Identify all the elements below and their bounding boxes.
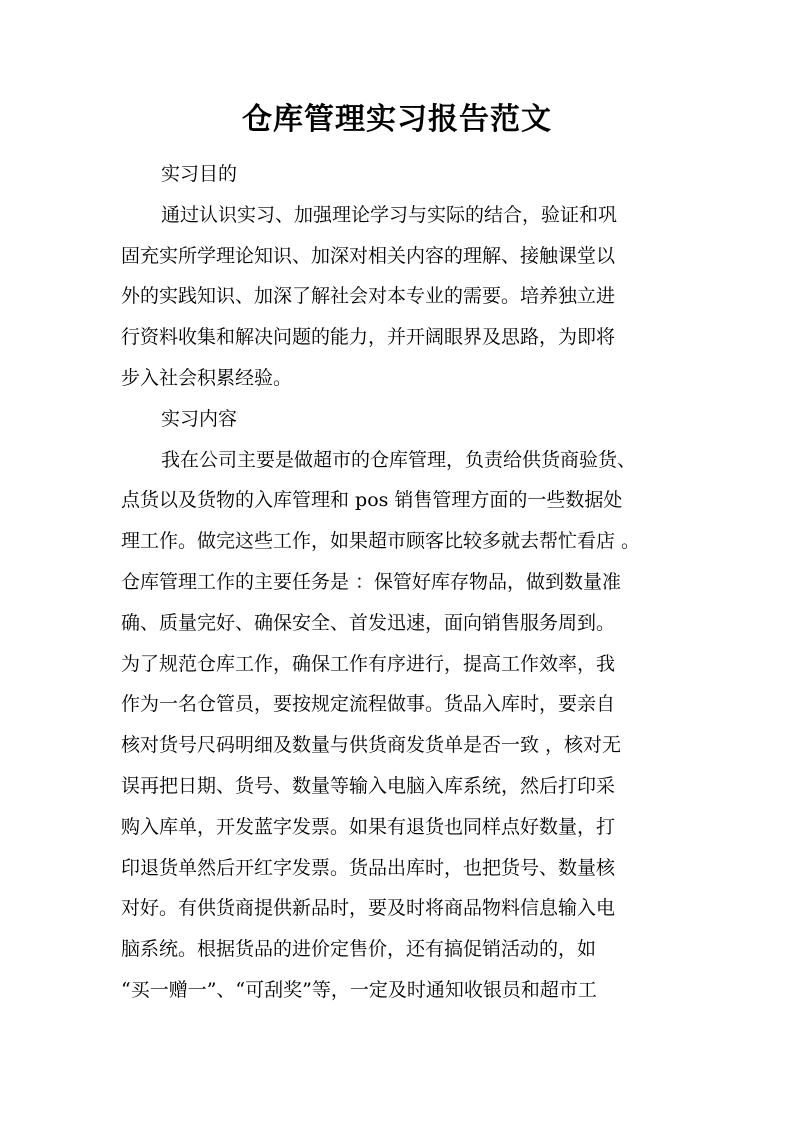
paragraph-line: 脑系统。根据货品的进价定售价，还有搞促销活动的，如 (121, 938, 597, 961)
paragraph-line: 仓库管理工作的主要任务是 ：保管好库存物品，做到数量准 (121, 570, 622, 593)
paragraph-line: 核对货号尺码明细及数量与供货商发货单是否一致 ，核对无 (121, 734, 622, 757)
paragraph-line: 确、质量完好、确保安全、首发迅速，面向销售服务周到。 (121, 611, 616, 634)
paragraph-line: 为了规范仓库工作，确保工作有序进行，提高工作效率，我 (121, 652, 616, 675)
paragraph-line: 误再把日期、货号、数量等输入电脑入库系统，然后打印采 (121, 774, 616, 797)
paragraph-line: 购入库单，开发蓝字发票。如果有退货也同样点好数量，打 (121, 815, 616, 838)
paragraph-line: 我在公司主要是做超市的仓库管理，负责给供货商验货、 (161, 448, 637, 471)
document-body (121, 154, 691, 1011)
paragraph-line: “买一赠一”、“可刮奖”等，一定及时通知收银员和超市工 (121, 978, 597, 1001)
document-title: 仓库管理实习报告范文 (242, 102, 552, 137)
paragraph-line: 行资料收集和解决问题的能力，并开阔眼界及思路，为即将 (121, 326, 616, 349)
paragraph-line: 对好。有供货商提供新品时，要及时将商品物料信息输入电 (121, 897, 616, 920)
section-heading-content: 实习内容 (161, 407, 238, 430)
paragraph-line: 步入社会积累经验。 (121, 366, 293, 389)
paragraph-line: 固充实所学理论知识、加深对相关内容的理解、接触课堂以 (121, 244, 616, 267)
section-heading-purpose: 实习目的 (161, 163, 238, 185)
paragraph-line: 通过认识实习、加强理论学习与实际的结合，验证和巩 (161, 203, 618, 226)
paragraph-line: 外的实践知识、加深了解社会对本专业的需要。培养独立进 (121, 285, 616, 308)
paragraph-line: 作为一名仓管员，要按规定流程做事。货品入库时，要亲自 (121, 693, 616, 716)
paragraph-line: 点货以及货物的入库管理和 pos 销售管理方面的一些数据处 (121, 489, 623, 512)
paragraph-line: 理工作。做完这些工作，如果超市顾客比较多就去帮忙看店 。 (121, 530, 641, 553)
paragraph-line: 印退货单然后开红字发票。货品出库时，也把货号、数量核 (121, 856, 616, 879)
